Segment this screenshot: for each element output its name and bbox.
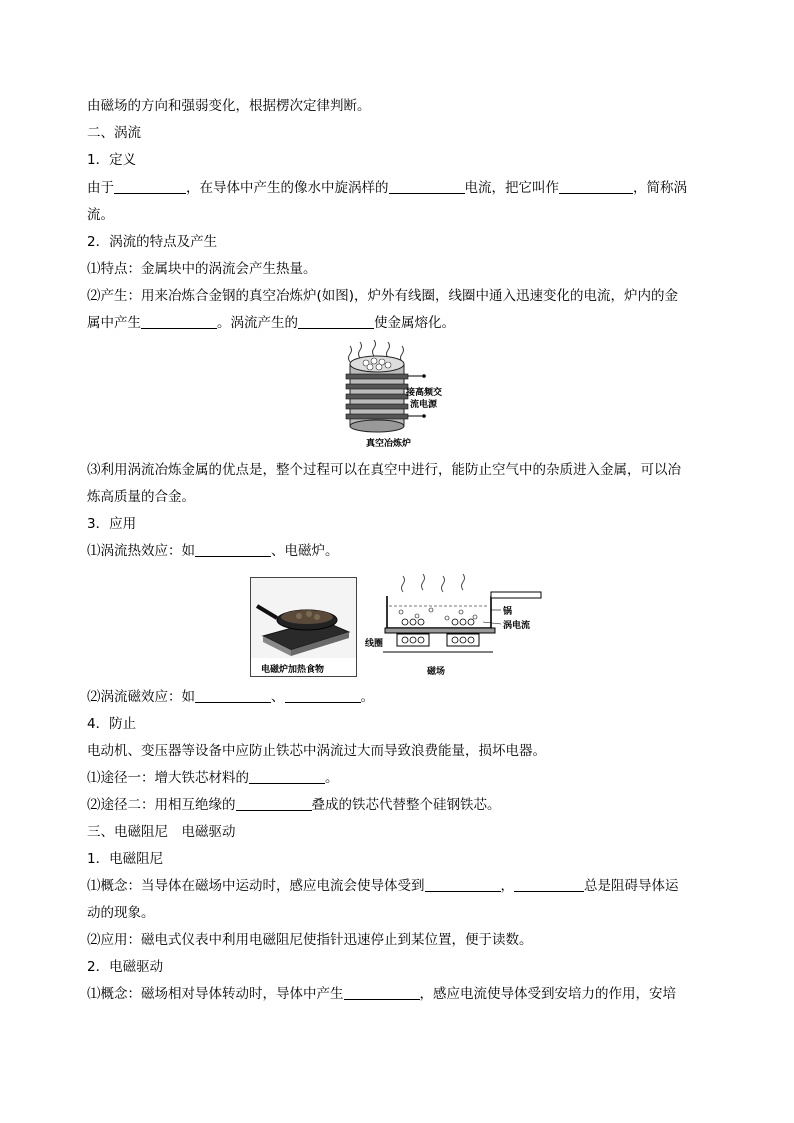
- text: ⑵产生：用来冶炼合金钢的真空冶炼炉(如图)，炉外有线圈，线圈中通入迅速变化的电流，炉内的金: [87, 288, 679, 304]
- text: 动的现象。: [87, 905, 155, 921]
- text: 二、涡流: [87, 125, 141, 141]
- subheading: [87, 515, 712, 533]
- subheading: [87, 233, 712, 251]
- text: 。: [325, 770, 339, 786]
- text: 、电磁炉。: [271, 543, 339, 559]
- text: ⑵应用：磁电式仪表中利用电磁阻尼使指针迅速停止到某位置，便于读数。: [87, 932, 533, 948]
- power-label: 接高频交: [406, 388, 443, 398]
- text: 使金属熔化。: [374, 315, 455, 331]
- text: ，: [500, 878, 514, 894]
- fill-blank[interactable]: [514, 877, 584, 892]
- text: 1．电磁阻尼: [87, 851, 164, 867]
- text-line: [87, 796, 712, 814]
- text: 流。: [87, 207, 114, 223]
- text: 4．防止: [87, 716, 137, 732]
- text: ⑴涡流热效应：如: [87, 543, 195, 559]
- fill-blank[interactable]: [285, 688, 361, 703]
- text-line: [87, 904, 712, 922]
- text-line: [87, 314, 712, 332]
- fill-blank[interactable]: [195, 542, 271, 557]
- eddy-current-label: 涡电流: [503, 621, 531, 631]
- text: 3．应用: [87, 516, 137, 532]
- fill-blank[interactable]: [236, 796, 312, 811]
- text: ，在导体中产生的像水中旋涡样的: [186, 180, 389, 196]
- fill-blank[interactable]: [425, 877, 501, 892]
- vacuum-furnace-figure: [330, 340, 470, 450]
- text: ⑶利用涡流冶炼金属的优点是，整个过程可以在真空中进行，能防止空气中的杂质进入金属，可以冶: [87, 462, 681, 478]
- text: ，简称涡: [633, 180, 687, 196]
- text: ⑵涡流磁效应：如: [87, 689, 195, 705]
- pot-label: 锅: [503, 607, 513, 617]
- text-line: [87, 461, 712, 479]
- section-heading: [87, 823, 712, 841]
- fill-blank[interactable]: [298, 314, 374, 329]
- text: ⑴概念：当导体在磁场中运动时，感应电流会使导体受到: [87, 878, 425, 894]
- figure-caption: 电磁炉加热食物: [261, 665, 325, 675]
- induction-cooker-figure: [250, 577, 357, 677]
- coil-label: 线圈: [365, 639, 384, 649]
- text: ，感应电流使导体受到安培力的作用，安培: [419, 986, 676, 1002]
- induction-cooker-photo: [251, 578, 356, 658]
- text: ⑵途径二：用相互绝缘的: [87, 797, 236, 813]
- text-line: [87, 287, 712, 305]
- fill-blank[interactable]: [195, 688, 271, 703]
- text: 由磁场的方向和强弱变化，根据楞次定律判断。: [87, 98, 371, 114]
- text-line: [87, 931, 712, 949]
- eddy-current-diagram: [365, 572, 550, 680]
- text: ⑴特点：金属块中的涡流会产生热量。: [87, 261, 317, 277]
- fill-blank[interactable]: [389, 179, 465, 194]
- text: 电流，把它叫作: [464, 180, 559, 196]
- text: 电动机、变压器等设备中应防止铁芯中涡流过大而导致浪费能量，损坏电器。: [87, 743, 546, 759]
- text: 由于: [87, 180, 114, 196]
- text-line: [87, 688, 712, 706]
- section-heading: [87, 124, 712, 142]
- text: 。: [360, 689, 374, 705]
- subheading: [87, 958, 712, 976]
- subheading: [87, 151, 712, 169]
- text-line: [87, 179, 712, 197]
- fill-blank[interactable]: [114, 179, 186, 194]
- text: 三、电磁阻尼 电磁驱动: [87, 824, 236, 840]
- text-line: [87, 877, 712, 895]
- text-line: [87, 542, 712, 560]
- text: 2．涡流的特点及产生: [87, 234, 218, 250]
- subheading: [87, 715, 712, 733]
- text: 1．定义: [87, 152, 137, 168]
- text: 2．电磁驱动: [87, 959, 164, 975]
- text: 总是阻碍导体运: [584, 878, 679, 894]
- text: 叠成的铁芯代替整个硅钢铁芯。: [311, 797, 501, 813]
- text-line: [87, 985, 712, 1003]
- text: 属中产生: [87, 315, 141, 331]
- magnetic-field-label: 磁场: [427, 667, 446, 677]
- fill-blank[interactable]: [559, 179, 633, 194]
- text: ⑴途径一：增大铁芯材料的: [87, 770, 249, 786]
- fill-blank[interactable]: [141, 314, 217, 329]
- fill-blank[interactable]: [344, 985, 420, 1000]
- figure-caption: 真空冶炼炉: [366, 439, 412, 449]
- text-line: [87, 488, 712, 506]
- text-line: [87, 742, 712, 760]
- power-label: 流电源: [410, 400, 438, 410]
- text: 、: [271, 689, 285, 705]
- text: ⑴概念：磁场相对导体转动时，导体中产生: [87, 986, 344, 1002]
- furnace-illustration: [330, 340, 470, 450]
- subheading: [87, 850, 712, 868]
- text-line: [87, 769, 712, 787]
- text-line: [87, 260, 712, 278]
- text-line: [87, 97, 712, 115]
- fill-blank[interactable]: [249, 769, 325, 784]
- text-line: [87, 206, 712, 224]
- text: 炼高质量的合金。: [87, 489, 195, 505]
- text: 。涡流产生的: [217, 315, 298, 331]
